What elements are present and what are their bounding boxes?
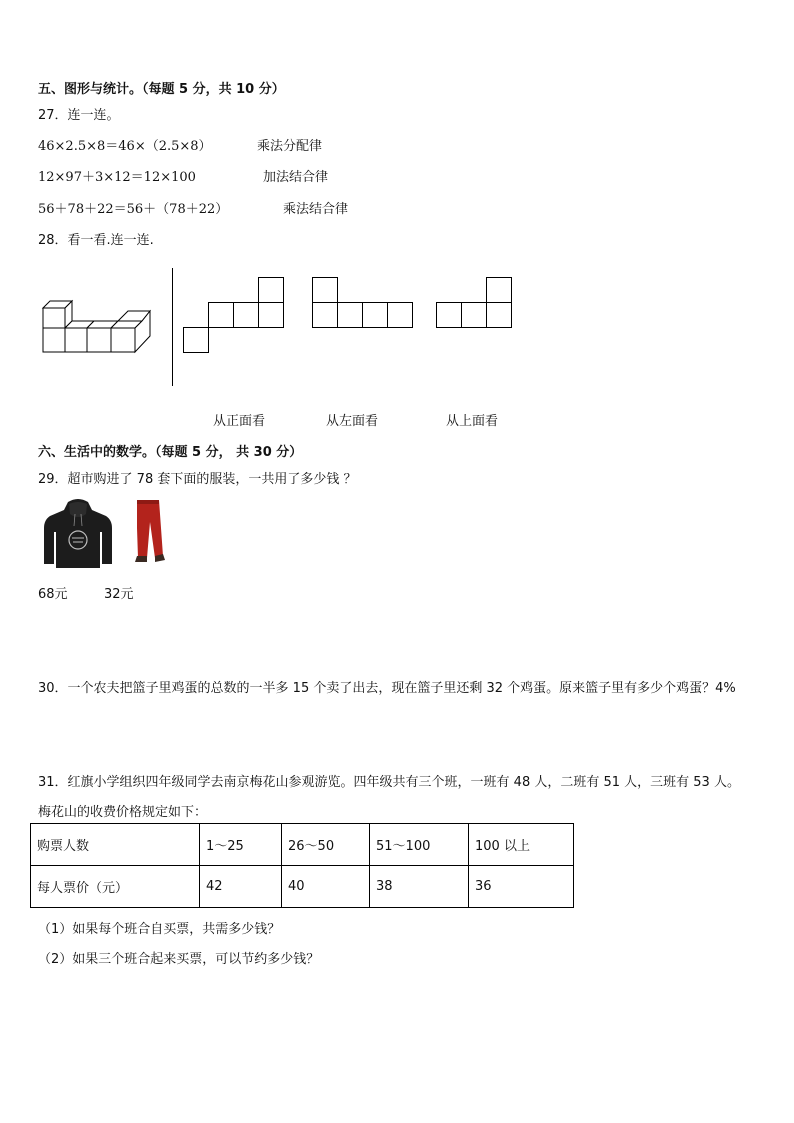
- price-hoodie: 68元: [38, 587, 68, 602]
- q31-sub-2: （2）如果三个班合起来买票，可以节约多少钱？: [38, 952, 320, 967]
- section5-heading: 五、图形与统计。（每题 5 分，共 10 分）: [38, 82, 285, 97]
- view-label-front[interactable]: 从正面看: [213, 414, 266, 429]
- q27-right-2[interactable]: 加法结合律: [263, 170, 329, 185]
- table-cell: 购票人数: [31, 824, 200, 866]
- q30-text: 30．一个农夫把篮子里鸡蛋的总数的一半多 15 个卖了出去，现在篮子里还剩 32 个鸡蛋。原来篮子里有多少个鸡蛋？4%: [38, 681, 736, 696]
- table-cell: 40: [282, 866, 370, 908]
- q29-text: 29．超市购进了 78 套下面的服装，一共用了多少钱 ？: [38, 472, 357, 487]
- cube-front-2: [43, 308, 65, 328]
- cube-front-5: [111, 328, 135, 352]
- q31-text-2: 梅花山的收费价格规定如下：: [38, 805, 208, 820]
- q27-title: 27．连一连。: [38, 108, 120, 123]
- table-cell: 51～100: [370, 824, 469, 866]
- view-grid-3-svg: [436, 277, 513, 329]
- vertical-divider: [172, 268, 173, 386]
- table-row: [31, 866, 574, 908]
- q28-title: 28．看一看.连一连.: [38, 233, 154, 248]
- section6-heading: 六、生活中的数学。（每题 5 分， 共 30 分）: [38, 445, 303, 460]
- q27-left-3[interactable]: 56＋78＋22＝56＋（78＋22）: [38, 202, 229, 217]
- table-cell: 1～25: [200, 824, 282, 866]
- table-cell: 每人票价（元）: [31, 866, 200, 908]
- table-row: [31, 824, 574, 866]
- table-cell: 42: [200, 866, 282, 908]
- table-cell: 38: [370, 866, 469, 908]
- q27-left-2[interactable]: 12×97＋3×12＝12×100: [38, 170, 196, 185]
- q31-text-1: 31．红旗小学组织四年级同学去南京梅花山参观游览。四年级共有三个班，一班有 48 人，二班有 51 人，三班有 53 人。: [38, 775, 740, 790]
- q27-right-3[interactable]: 乘法结合律: [283, 202, 349, 217]
- pants-svg: [133, 498, 165, 564]
- table-cell: 26～50: [282, 824, 370, 866]
- q27-right-1[interactable]: 乘法分配律: [257, 139, 323, 154]
- view-grid-2-svg: [312, 277, 413, 329]
- q31-sub-1: （1）如果每个班合自买票，共需多少钱？: [38, 922, 281, 937]
- cube-front-1: [43, 328, 65, 352]
- cube-front-3: [65, 328, 87, 352]
- view-grid-1-svg: [183, 277, 284, 354]
- table-cell: 36: [469, 866, 574, 908]
- table-cell: 100 以上: [469, 824, 574, 866]
- price-pants: 32元: [104, 587, 134, 602]
- price-table: [30, 823, 574, 908]
- q27-left-1[interactable]: 46×2.5×8＝46×（2.5×8）: [38, 139, 212, 154]
- hoodie-svg: [42, 498, 114, 570]
- cube-figure-svg: [40, 296, 155, 356]
- view-label-top[interactable]: 从上面看: [446, 414, 499, 429]
- cube-front-4: [87, 328, 111, 352]
- view-label-left[interactable]: 从左面看: [326, 414, 379, 429]
